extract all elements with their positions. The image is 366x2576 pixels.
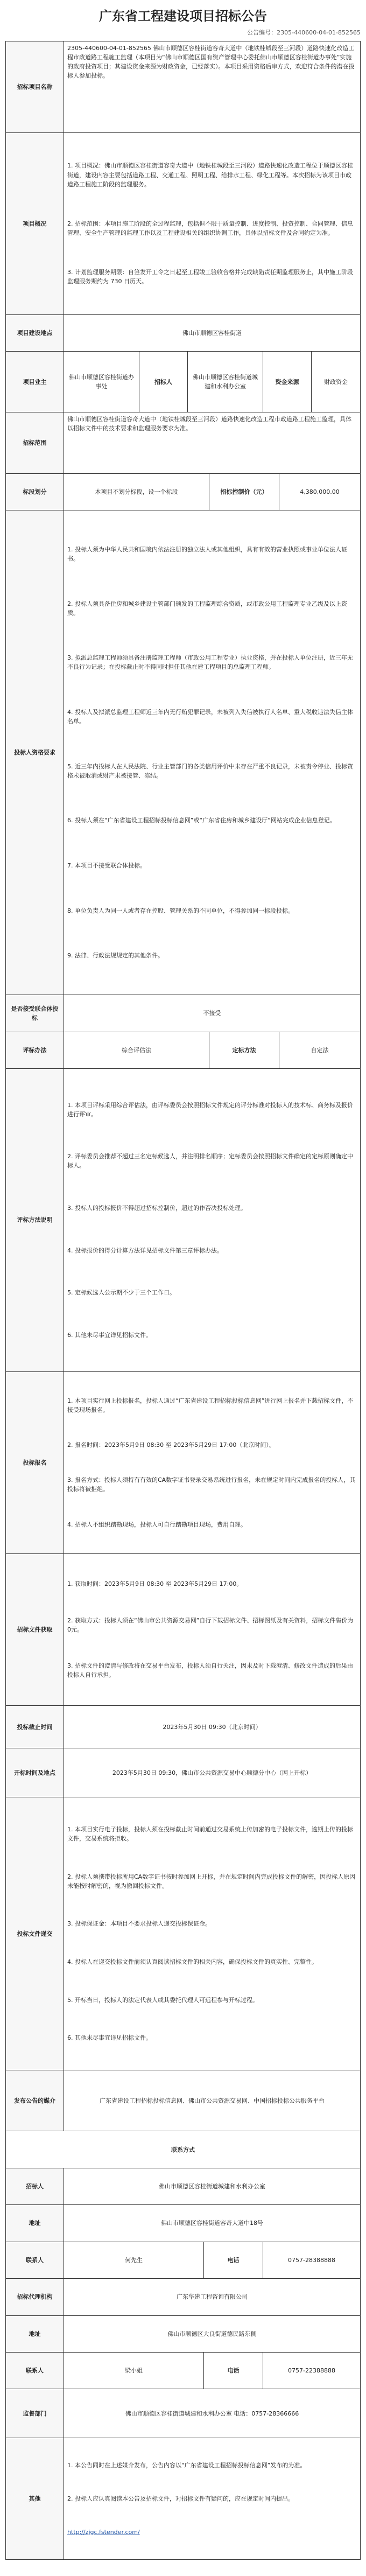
registration-para: 4. 招标人不组织踏勘现场，投标人可自行踏勘项目现场，费用自理。 xyxy=(67,1521,247,1528)
publish-media-row xyxy=(6,2070,360,2131)
tenderer-name: 佛山市顺德区容桂街道城建和水利办公室 xyxy=(159,2183,265,2190)
project-name-row xyxy=(6,41,360,133)
qualification-para: 6. 投标人须在“广东省建设工程招标投标信息网”或“广东省住房和城乡建设厅”网站完成企业信息登记。 xyxy=(67,817,336,824)
method-detail-para: 5. 定标候选人公示期不少于三个工作日。 xyxy=(67,1289,175,1297)
tenderer-contact-row xyxy=(6,2242,360,2279)
qualification-label: 投标人资格要求 xyxy=(6,510,64,995)
submission-para: 5. 开标当日，投标人的法定代表人或其委托代理人可远程参与开标过程。 xyxy=(67,1996,258,2004)
method-label: 评标办法 xyxy=(6,1032,64,1068)
tenderer-person: 何先生 xyxy=(64,2242,204,2278)
tenderer-phone: 0757-28388888 xyxy=(288,2256,335,2264)
owner-label: 项目业主 xyxy=(6,352,64,412)
award-method-label: 定标方法 xyxy=(209,1032,279,1068)
agent-phone: 0757-22388888 xyxy=(288,2367,335,2375)
tenderer-short-value: 佛山市顺德区容桂街道城建和水利办公室 xyxy=(188,352,263,412)
project-desc-para: 2. 招标范围：本项目施工阶段的全过程监理，包括但不限于质量控制、进度控制、投资控制、合同管理、信息管理、安全生产管理的监理工作以及工程建设相关的组织协调工作，具体以招标文件及合同约定为准。 xyxy=(67,220,353,236)
joint-bid-label: 是否接受联合体投标 xyxy=(6,995,64,1031)
doc-obtain-para: 3. 招标文件的澄清与修改将在交易平台发布，投标人须自行关注，因未及时下载澄清、修改文件造成的后果由投标人自行承担。 xyxy=(67,1662,353,1679)
announcement-table xyxy=(5,41,361,2560)
method-value: 综合评估法 xyxy=(64,1032,209,1068)
other-para: 2. 投标人应认真阅读本公告及招标文件，对招标文件有疑问的，应在规定时间内提出。 xyxy=(67,2495,294,2503)
deadline-label: 投标截止时间 xyxy=(6,1706,64,1748)
tenderer-address: 佛山市顺德区容桂街道容奇大道中18号 xyxy=(161,2220,263,2227)
registration-value xyxy=(64,1372,360,1553)
submission-para: 3. 投标保证金：本项目不要求投标人递交投标保证金。 xyxy=(67,1920,211,1928)
agent-person: 梁小姐 xyxy=(64,2353,204,2389)
submission-para: 6. 其他未尽事宜详见招标文件。 xyxy=(67,2034,152,2042)
announcement-id: 公告编号：2305-440600-04-01-852565 xyxy=(247,29,361,36)
supervisor-row xyxy=(6,2389,360,2438)
qualification-para: 5. 近三年内投标人在人民法院、行业主管部门的各类信用评价中未存在严重不良记录，未被责令停业、投标资格未被取消或财产未被接管、冻结。 xyxy=(67,762,353,779)
tenderer-name-row xyxy=(6,2168,360,2205)
registration-label: 投标报名 xyxy=(6,1372,64,1553)
bid-scope-label: 招标范围 xyxy=(6,412,64,473)
project-location-value: 佛山市顺德区容桂街道 xyxy=(182,329,242,337)
method-detail-para: 2. 评标委员会推荐不超过三名定标候选人，并注明排名顺序；定标委员会按照招标文件确定的定标原则确定中标人。 xyxy=(67,1153,353,1170)
method-detail-row xyxy=(6,1069,360,1372)
submission-row xyxy=(6,1797,360,2070)
bid-opening-value: 2023年5月30日 09:30，佛山市公共资源交易中心顺德分中心（网上开标） xyxy=(112,1769,312,1776)
qualification-para: 2. 投标人须具备住房和城乡建设主管部门颁发的工程监理综合资质，或市政公用工程监理专业乙级及以上资质。 xyxy=(67,600,347,617)
fund-source-value: 财政资金 xyxy=(324,378,348,386)
tenderer-person-label: 联系人 xyxy=(6,2242,64,2278)
other-row xyxy=(6,2438,360,2559)
tenderer-label: 招标人 xyxy=(6,2168,64,2204)
tenderer-address-row xyxy=(6,2205,360,2242)
website-link[interactable]: http://zjgc.fstender.com/ xyxy=(67,2529,140,2536)
agent-phone-label: 电话 xyxy=(204,2353,263,2389)
project-desc-para: 1. 项目概况：佛山市顺德区容桂街道容奇大道中（地铁桂城段至三河段）道路快速化改造工程位于顺德区容桂街道，建设内容主要包括道路工程、交通工程、照明工程、给排水工程、绿化工程等。本次招标为该项目市政道路工程施工阶段的监理服务。 xyxy=(67,162,353,188)
owner-value: 佛山市顺德区容桂街道办事处 xyxy=(64,352,139,412)
project-location-label: 项目建设地点 xyxy=(6,315,64,351)
method-detail-para: 3. 投标人的投标报价不得超过招标控制价，超过的作否决投标处理。 xyxy=(67,1205,247,1212)
agent-address: 佛山市顺德区大良街道德民路东侧 xyxy=(167,2330,257,2337)
deadline-row xyxy=(6,1706,360,1749)
doc-obtain-para: 1. 获取时间：2023年5月9日 08:30 至 2023年5月29日 17:00。 xyxy=(67,1580,243,1588)
other-label: 其他 xyxy=(6,2438,64,2559)
contact-section-title: 联系方式 xyxy=(171,2146,195,2153)
agent-address-label: 地址 xyxy=(6,2316,64,2352)
submission-label: 投标文件递交 xyxy=(6,1797,64,2070)
publish-media-value: 广东省建设工程招标投标信息网、佛山市公共资源交易网、中国招标投标公共服务平台 xyxy=(100,2097,325,2104)
bid-opening-row xyxy=(6,1748,360,1797)
registration-row xyxy=(6,1372,360,1554)
qualification-para: 4. 投标人及拟派总监理工程师近三年内无行贿犯罪记录，未被列入失信被执行人名单、重大税收违法失信主体名单。 xyxy=(67,708,353,725)
qualification-row xyxy=(6,510,360,995)
doc-obtain-value xyxy=(64,1554,360,1705)
agent-name: 广东华建工程咨询有限公司 xyxy=(177,2293,248,2301)
tenderer-short-label: 招标人 xyxy=(139,352,188,412)
agent-label: 招标代理机构 xyxy=(6,2279,64,2315)
bid-opening-label: 开标时间及地点 xyxy=(6,1748,64,1797)
method-detail-label: 评标方法说明 xyxy=(6,1069,64,1371)
qualification-para: 3. 拟派总监理工程师须具备注册监理工程师（市政公用工程专业）执业资格，并在投标人单位注册，近三年无不良行为记录；在投标截止时不得同时担任其他在建工程项目的总监理工程师。 xyxy=(67,654,353,671)
other-para: 1. 本公告同时在上述媒介发布，公告内容以“广东省建设工程招标投标信息网”发布的为准。 xyxy=(67,2462,306,2469)
joint-bid-row xyxy=(6,995,360,1032)
bid-scope-row xyxy=(6,412,360,473)
method-detail-para: 6. 其他未尽事宜详见招标文件。 xyxy=(67,1332,152,1339)
project-name-value: 2305-440600-04-01-852565 佛山市顺德区容桂街道容奇大道中（地铁桂城段至三河段）道路快速化改造工程市政道路工程施工监理（本项目为“佛山市顺德区国有资产管理中心委托佛山市顺德区容桂街道办事处”实施的政府投资项目；其建设资金来源为财政资金，已经落实）。本项目采用资格后审方式，欢迎符合条件的潜在投标人参加投标。 xyxy=(67,45,355,80)
project-location-row xyxy=(6,315,360,352)
supervisor-label: 监督部门 xyxy=(6,2389,64,2438)
qualification-para: 1. 投标人须为中华人民共和国境内依法注册的独立法人或其他组织，具有有效的营业执照或事业单位法人证书。 xyxy=(67,545,347,562)
publish-media-label: 发布公告的媒介 xyxy=(6,2070,64,2131)
deadline-value: 2023年5月30日 09:30（北京时间） xyxy=(163,1723,262,1731)
agent-contact-row xyxy=(6,2353,360,2389)
project-description-row xyxy=(6,133,360,315)
award-method-value: 自定法 xyxy=(311,1046,329,1054)
agent-name-row xyxy=(6,2279,360,2315)
agent-address-row xyxy=(6,2316,360,2353)
project-description-label: 项目概况 xyxy=(6,133,64,314)
section-value: 本项目不划分标段，设一个标段 xyxy=(64,474,209,510)
contact-section-row xyxy=(6,2131,360,2168)
control-price-label: 招标控制价（元） xyxy=(209,474,279,510)
page-title: 广东省工程建设项目招标公告 xyxy=(99,8,267,24)
project-desc-para: 3. 计划监理服务期限：自签发开工令之日起至工程竣工验收合格并完成缺陷责任期监理服务止，其中施工阶段监理服务期约为 730 日历天。 xyxy=(67,268,353,285)
registration-para: 2. 报名时间：2023年5月9日 08:30 至 2023年5月29日 17:00（北京时间）。 xyxy=(67,1441,275,1449)
section-label: 标段划分 xyxy=(6,474,64,510)
submission-para: 1. 本项目实行电子投标，投标人须在投标截止时间前通过交易系统上传加密的电子投标文件，逾期上传的投标文件，交易系统将拒收。 xyxy=(67,1825,353,1843)
registration-para: 1. 本项目实行网上投标报名，投标人通过“广东省建设工程招标投标信息网”进行网上报名并下载招标文件，不接受现场报名。 xyxy=(67,1397,354,1414)
doc-obtain-row xyxy=(6,1554,360,1706)
tenderer-address-label: 地址 xyxy=(6,2205,64,2241)
method-row xyxy=(6,1032,360,1069)
doc-obtain-para: 2. 获取方式：投标人须在“佛山市公共资源交易网”自行下载招标文件、招标图纸及有关资料，招标文件售价为0元。 xyxy=(67,1616,354,1633)
supervisor-value: 佛山市顺德区容桂街道城建和水利办公室 电话：0757-28366666 xyxy=(125,2410,299,2417)
qualification-para: 7. 本项目不接受联合体投标。 xyxy=(67,862,146,870)
qualification-para: 9. 法律、行政法规规定的其他条件。 xyxy=(67,952,164,960)
project-description-value xyxy=(64,133,360,314)
fund-source-label: 资金来源 xyxy=(263,352,312,412)
tenderer-phone-label: 电话 xyxy=(204,2242,263,2278)
submission-para: 4. 投标人在递交投标文件前须认真阅读招标文件的相关内容，确保投标文件的真实性、完整性。 xyxy=(67,1958,318,1966)
owner-row xyxy=(6,352,360,412)
section-row xyxy=(6,474,360,510)
joint-bid-value: 不接受 xyxy=(203,1010,221,1017)
project-name-label: 招标项目名称 xyxy=(6,41,64,132)
qualification-para: 8. 单位负责人为同一人或者存在控股、管理关系的不同单位，不得参加同一标段投标。 xyxy=(67,907,294,914)
control-price-value: 4,380,000.00 xyxy=(300,488,340,495)
submission-value xyxy=(64,1797,360,2070)
other-value xyxy=(64,2438,360,2559)
method-detail-value xyxy=(64,1069,360,1371)
submission-para: 2. 投标人须携带投标所用CA数字证书按时参加网上开标，并在规定时间内完成投标文件的解密，因投标人原因未能按时解密的，视为撤回投标文件。 xyxy=(67,1873,356,1889)
registration-para: 3. 报名方式：投标人须持有有效的CA数字证书登录交易系统进行报名，未在规定时间内完成报名的投标人，其投标将被拒绝。 xyxy=(67,1476,356,1493)
method-detail-para: 4. 投标报价的得分计算方法详见招标文件第三章评标办法。 xyxy=(67,1247,223,1254)
method-detail-para: 1. 本项目评标采用综合评估法，由评标委员会按照招标文件规定的评分标准对投标人的技术标、商务标及报价进行评审。 xyxy=(67,1101,353,1118)
bid-scope-value: 佛山市顺德区容桂街道容奇大道中（地铁桂城段至三河段）道路快速化改造工程市政道路工程施工监理，具体以招标文件中的技术要求和监理服务要求为准。 xyxy=(67,416,351,432)
qualification-value xyxy=(64,510,360,995)
doc-obtain-label: 招标文件获取 xyxy=(6,1554,64,1705)
agent-person-label: 联系人 xyxy=(6,2353,64,2389)
